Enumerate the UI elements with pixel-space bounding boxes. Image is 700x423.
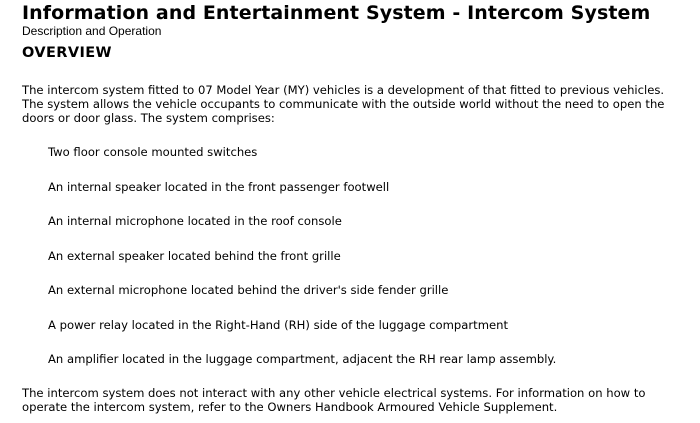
intro-paragraph: The intercom system fitted to 07 Model Year (MY) vehicles is a development of that fitted to previous vehicles. The system allows the vehicle occupants to communicate with the outside world without the need to open the doors or door glass. The system comprises: xyxy=(22,83,665,125)
list-item: Two floor console mounted switches xyxy=(48,145,258,159)
list-item: An internal speaker located in the front passenger footwell xyxy=(48,179,390,194)
page-title: Information and Entertainment System - Intercom System xyxy=(22,2,651,24)
list-item: A power relay located in the Right-Hand (RH) side of the luggage compartment xyxy=(48,317,509,332)
component-list xyxy=(48,145,556,387)
page-subtitle: Description and Operation xyxy=(22,24,162,38)
list-item: An internal microphone located in the roof console xyxy=(48,214,342,228)
section-heading-overview: OVERVIEW xyxy=(22,45,112,61)
list-item: An external microphone located behind the driver's side fender grille xyxy=(48,283,449,297)
closing-paragraph: The intercom system does not interact with any other vehicle electrical systems. For information on how to operate the intercom system, refer to the Owners Handbook Armoured Vehicle Supplement. xyxy=(22,386,646,414)
list-item: An external speaker located behind the front grille xyxy=(48,248,341,263)
list-item: An amplifier located in the luggage compartment, adjacent the RH rear lamp assembly. xyxy=(48,352,557,366)
